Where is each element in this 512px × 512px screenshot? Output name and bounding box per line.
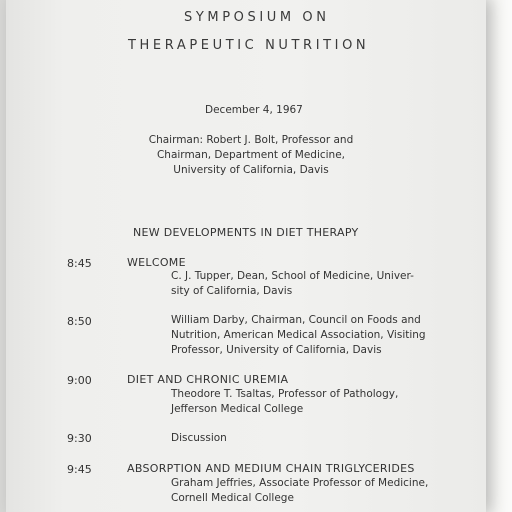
schedule-detail-line: Professor, University of California, Davis [171,344,382,356]
schedule-time: 8:50 [67,315,92,328]
title-line-1: SYMPOSIUM ON [184,10,330,25]
schedule-detail-line: Graham Jeffries, Associate Professor of Medicine, [171,477,429,489]
schedule-detail-line: sity of California, Davis [171,285,293,297]
schedule-heading: DIET AND CHRONIC UREMIA [127,373,289,386]
background-edge [482,0,512,512]
date: December 4, 1967 [205,104,303,116]
schedule-detail-line: Cornell Medical College [171,492,294,504]
schedule-detail-line: Theodore T. Tsaltas, Professor of Pathology, [171,388,399,400]
schedule-detail-line: Nutrition, American Medical Association, Visiting [171,329,426,341]
schedule-time: 8:45 [67,257,92,270]
schedule-time: 9:00 [67,374,92,387]
chairman-line-1: Chairman: Robert J. Bolt, Professor and [148,134,354,146]
schedule-time: 9:30 [67,432,92,445]
chairman-line-3: University of California, Davis [173,164,329,176]
title-line-2: THERAPEUTIC NUTRITION [128,38,370,53]
section-heading: NEW DEVELOPMENTS IN DIET THERAPY [133,226,359,239]
schedule-detail-line: William Darby, Chairman, Council on Foods and [171,314,421,326]
schedule-heading: ABSORPTION AND MEDIUM CHAIN TRIGLYCERIDES [127,462,415,475]
schedule-time: 9:45 [67,463,92,476]
chairman-line-2: Chairman, Department of Medicine, [156,149,346,161]
schedule-detail-line: Jefferson Medical College [171,403,304,415]
schedule-detail-line: C. J. Tupper, Dean, School of Medicine, Univer- [171,270,414,282]
schedule-detail-line: Discussion [171,432,227,444]
schedule-heading: WELCOME [127,256,186,269]
